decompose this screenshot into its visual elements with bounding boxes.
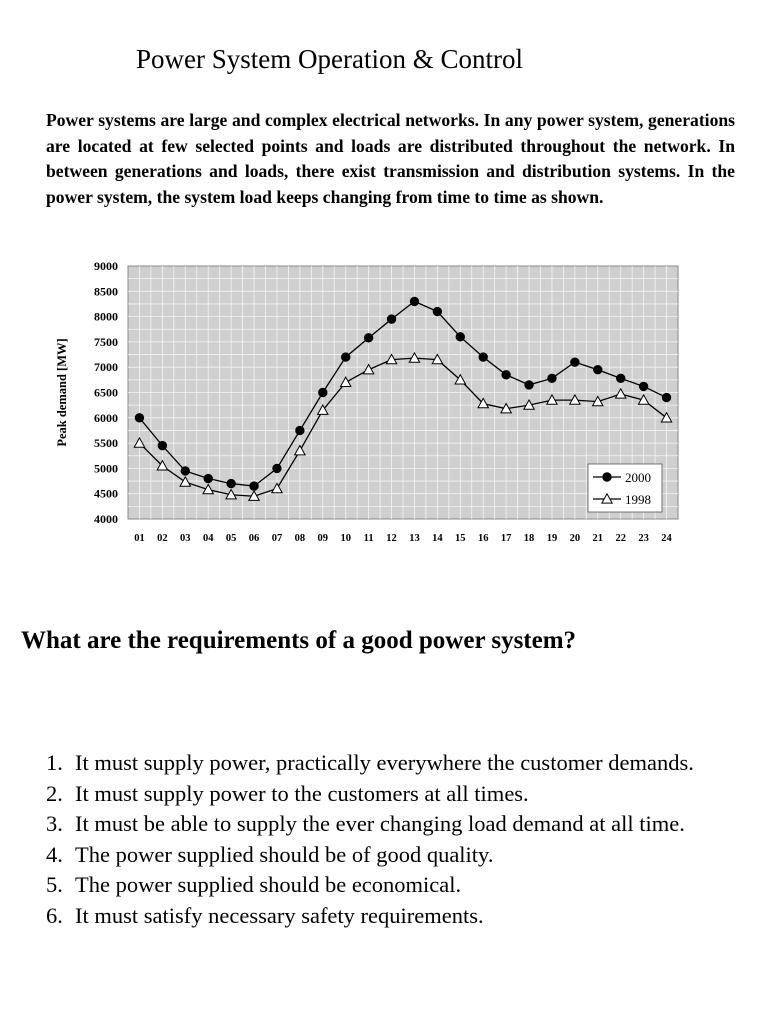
data-point-2000 bbox=[204, 474, 212, 482]
requirement-item bbox=[46, 809, 716, 840]
x-tick-label: 11 bbox=[363, 533, 374, 544]
data-point-2000 bbox=[410, 297, 418, 305]
x-tick-label: 16 bbox=[477, 533, 489, 544]
x-tick-label: 02 bbox=[157, 533, 168, 544]
y-tick-label: 8000 bbox=[94, 309, 118, 324]
data-point-2000 bbox=[479, 353, 487, 361]
data-point-2000 bbox=[662, 393, 670, 401]
data-point-2000 bbox=[364, 334, 372, 342]
requirement-item bbox=[46, 870, 716, 901]
x-tick-label: 10 bbox=[340, 533, 351, 544]
x-tick-label: 01 bbox=[134, 533, 145, 544]
data-point-2000 bbox=[617, 374, 625, 382]
requirement-text: It must satisfy necessary safety requirements. bbox=[75, 902, 484, 928]
requirement-number: 3. bbox=[46, 811, 63, 836]
data-point-2000 bbox=[250, 482, 258, 490]
x-tick-label: 03 bbox=[180, 533, 191, 544]
requirement-item bbox=[46, 779, 716, 810]
y-tick-label: 4500 bbox=[94, 486, 118, 501]
data-point-2000 bbox=[181, 467, 189, 475]
data-point-2000 bbox=[135, 414, 143, 422]
y-tick-label: 5500 bbox=[94, 436, 118, 451]
y-tick-label: 7000 bbox=[94, 360, 118, 375]
data-point-2000 bbox=[227, 479, 235, 487]
data-point-2000 bbox=[273, 464, 281, 472]
x-tick-label: 09 bbox=[317, 533, 329, 544]
requirements-list bbox=[46, 748, 716, 931]
data-point-2000 bbox=[296, 426, 304, 434]
y-tick-label: 7500 bbox=[94, 334, 118, 349]
requirement-item bbox=[46, 840, 716, 871]
data-point-2000 bbox=[571, 358, 579, 366]
requirement-number: 4. bbox=[46, 841, 63, 867]
y-axis-label: Peak demand [MW] bbox=[55, 338, 69, 447]
legend-label: 1998 bbox=[625, 492, 651, 507]
legend-label: 2000 bbox=[625, 470, 651, 485]
requirement-number: 6. bbox=[46, 902, 63, 928]
data-point-2000 bbox=[502, 371, 510, 379]
y-tick-label: 8500 bbox=[94, 284, 118, 299]
requirement-number: 5. bbox=[46, 872, 63, 897]
y-tick-label: 9000 bbox=[94, 259, 118, 273]
x-tick-label: 23 bbox=[638, 533, 649, 544]
x-tick-label: 12 bbox=[386, 533, 397, 544]
data-point-2000 bbox=[456, 333, 464, 341]
data-point-2000 bbox=[433, 307, 441, 315]
y-tick-label: 4000 bbox=[94, 512, 118, 526]
y-tick-label: 6500 bbox=[94, 385, 118, 400]
requirement-text: The power supplied should be of good quality. bbox=[75, 841, 494, 867]
data-point-2000 bbox=[639, 382, 647, 390]
data-point-2000 bbox=[548, 374, 556, 382]
x-tick-label: 04 bbox=[202, 533, 214, 544]
data-point-2000 bbox=[158, 441, 166, 449]
requirement-number: 1. bbox=[46, 750, 63, 775]
page-title: Power System Operation & Control bbox=[136, 44, 523, 74]
requirement-item bbox=[46, 748, 716, 779]
x-tick-label: 13 bbox=[409, 533, 420, 544]
x-tick-label: 05 bbox=[225, 533, 237, 544]
requirement-text: It must supply power, practically everywhere the customer demands. bbox=[75, 750, 694, 775]
data-point-2000 bbox=[319, 388, 327, 396]
x-tick-label: 07 bbox=[271, 533, 283, 544]
requirement-text: The power supplied should be economical. bbox=[75, 872, 462, 897]
x-tick-label: 08 bbox=[294, 533, 306, 544]
x-tick-label: 24 bbox=[661, 533, 672, 544]
requirements-question: What are the requirements of a good power system? bbox=[21, 627, 577, 654]
x-tick-label: 19 bbox=[546, 533, 558, 544]
x-tick-label: 14 bbox=[432, 533, 443, 544]
data-point-2000 bbox=[387, 315, 395, 323]
data-point-2000 bbox=[525, 381, 533, 389]
peak-demand-chart bbox=[50, 252, 690, 552]
requirement-text: It must supply power to the customers at all times. bbox=[75, 780, 529, 806]
legend-marker-2000 bbox=[603, 473, 611, 481]
requirement-text: It must be able to supply the ever changing load demand at all time. bbox=[75, 811, 685, 836]
x-tick-label: 17 bbox=[500, 533, 512, 544]
x-tick-label: 15 bbox=[455, 533, 466, 544]
data-point-2000 bbox=[342, 353, 350, 361]
requirement-item bbox=[46, 901, 716, 932]
x-tick-label: 21 bbox=[592, 533, 604, 544]
requirement-number: 2. bbox=[46, 780, 63, 806]
x-tick-label: 06 bbox=[248, 533, 260, 544]
y-tick-label: 5000 bbox=[94, 461, 118, 476]
data-point-2000 bbox=[594, 366, 602, 374]
x-tick-label: 22 bbox=[615, 533, 626, 544]
y-tick-label: 6000 bbox=[94, 410, 118, 425]
x-tick-label: 18 bbox=[523, 533, 535, 544]
intro-paragraph: Power systems are large and complex electrical networks. In any power system, generations are located at few selected points and loads are distributed throughout the network. In between generations and loads, there exist transmission and distribution systems. In the power system, the system load keeps changing from time to time as shown. bbox=[46, 110, 735, 207]
x-tick-label: 20 bbox=[569, 533, 581, 544]
